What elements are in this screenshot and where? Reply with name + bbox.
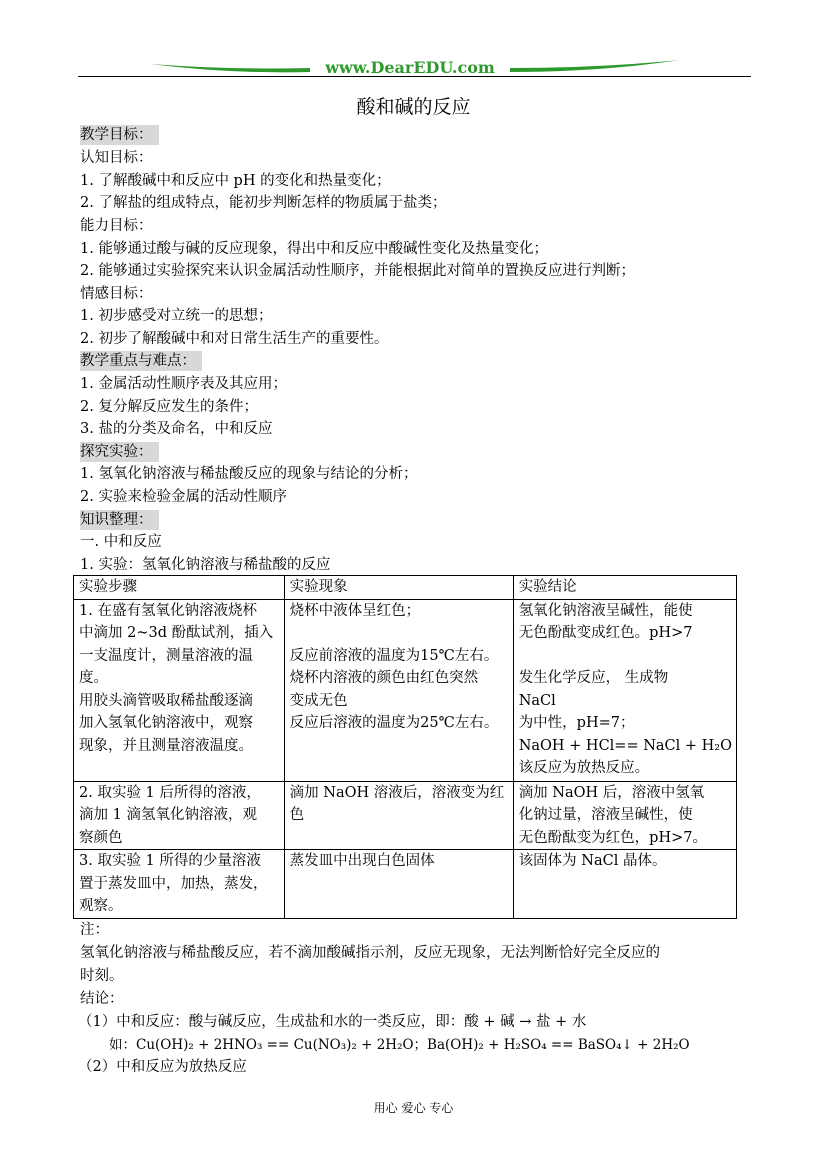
table-cell-steps [74, 850, 285, 919]
cell-line: 反应后溶液的温度为25℃左右。 [289, 715, 499, 731]
table-row [74, 850, 737, 919]
cell-line: 现象，并且测量溶液温度。 [79, 737, 253, 754]
goals-heading: 教学目标： [80, 125, 159, 145]
cell-line: 反应前溶液的温度为15℃左右。 [289, 647, 499, 664]
part-heading: 一. 中和反应 [80, 534, 162, 550]
cell-line: 色 [289, 807, 305, 823]
cell-line: 氢氧化钠溶液呈碱性，能使 [518, 602, 693, 619]
emotion-item-1: 1. 初步感受对立统一的思想； [80, 308, 273, 324]
cell-line: NaCl [518, 692, 556, 709]
explore-heading: 探究实验： [80, 442, 159, 462]
conclusion-label: 结论： [80, 991, 124, 1007]
cell-line: 2. 取实验 1 后所得的溶液， [79, 784, 261, 801]
emotion-item-2: 2. 初步了解酸碱中和对日常生活生产的重要性。 [80, 331, 389, 347]
conclusion-line-2: （2）中和反应为放热反应 [78, 1059, 247, 1075]
ability-heading: 能力目标： [80, 218, 153, 234]
table-cell-steps [74, 599, 285, 781]
cell-line: 该反应为放热反应。 [518, 760, 650, 776]
cell-line: 1. 在盛有氢氧化钠溶液烧杯 [79, 602, 257, 619]
explore-item-1: 1. 氢氧化钠溶液与稀盐酸反应的现象与结论的分析； [80, 466, 418, 482]
header-banner [150, 54, 680, 78]
key-item-3: 3. 盐的分类及命名，中和反应 [80, 421, 273, 437]
cell-line: 滴加 1 滴氢氧化钠溶液，观 [79, 807, 257, 823]
emotion-heading: 情感目标： [80, 286, 153, 302]
key-item-2: 2. 复分解反应发生的条件； [80, 399, 258, 415]
table-header-row [74, 576, 737, 600]
table-row [74, 599, 737, 781]
header-site-text: www.DearEDU.com [325, 58, 495, 77]
table-cell-steps [74, 781, 285, 850]
page-title: 酸和碱的反应 [356, 96, 471, 118]
note-label: 注： [80, 922, 109, 938]
cell-line: 无色酚酞变成红色。pH>7 [518, 625, 693, 641]
cell-line: 蒸发皿中出现白色固体 [289, 853, 435, 869]
cell-line: 一支温度计，测量溶液的温 [79, 647, 253, 664]
cell-line: 为中性，pH=7； [518, 715, 635, 731]
table-cell-conclusion [513, 599, 736, 781]
cell-line: 滴加 NaOH 溶液后，溶液变为红 [289, 784, 505, 801]
table-cell-observation [284, 781, 513, 850]
cell-line: 察颜色 [79, 829, 123, 846]
cell-line: 无色酚酞变为红色，pH>7。 [518, 829, 707, 846]
cell-line: NaOH + HCl== NaCl + H₂O [518, 737, 732, 754]
cell-line: 化钠过量，溶液呈碱性，使 [518, 807, 693, 823]
key-item-1: 1. 金属活动性顺序表及其应用； [80, 376, 287, 392]
header-rule [78, 76, 751, 77]
footer-text: 用心 爱心 专心 [373, 1101, 454, 1115]
cognitive-item-2: 2. 了解盐的组成特点，能初步判断怎样的物质属于盐类； [80, 195, 447, 211]
cognitive-heading: 认知目标： [80, 150, 153, 166]
cell-line: 滴加 NaOH 后，溶液中氢氧 [518, 784, 705, 801]
cell-line: 度。 [79, 670, 108, 686]
cell-line: 中滴加 2~3d 酚酞试剂，插入 [79, 625, 274, 641]
ability-item-2: 2. 能够通过实验探究来认识金属活动性顺序，并能根据此对简单的置换反应进行判断； [80, 263, 635, 279]
cell-line: 用胶头滴管吸取稀盐酸逐滴 [79, 692, 253, 709]
cell-line: 变成无色 [289, 692, 348, 709]
cognitive-item-1: 1. 了解酸碱中和反应中 pH 的变化和热量变化； [80, 173, 391, 189]
experiment-table [73, 575, 737, 919]
conclusion-line-1: （1）中和反应：酸与碱反应，生成盐和水的一类反应，即：酸 + 碱 → 盐 + 水 [78, 1014, 587, 1030]
cell-line: 置于蒸发皿中，加热，蒸发， [79, 875, 268, 892]
ability-item-1: 1. 能够通过酸与碱的反应现象，得出中和反应中酸碱性变化及热量变化； [80, 241, 548, 257]
cell-line: 加入氢氧化钠溶液中，观察 [79, 715, 253, 731]
table-header-observation: 实验现象 [284, 576, 513, 600]
cell-line: 烧杯内溶液的颜色由红色突然 [289, 670, 479, 686]
table-cell-observation [284, 850, 513, 919]
knowledge-heading: 知识整理： [80, 510, 159, 530]
note-line-1: 氢氧化钠溶液与稀盐酸反应，若不滴加酸碱指示剂，反应无现象，无法判断恰好完全反应的 [80, 945, 660, 961]
table-header-conclusion: 实验结论 [513, 576, 736, 600]
table-cell-observation [284, 599, 513, 781]
experiment-heading: 1. 实验：氢氧化钠溶液与稀盐酸的反应 [80, 557, 331, 573]
note-line-2: 时刻。 [80, 968, 124, 984]
table-cell-conclusion [513, 850, 736, 919]
table-header-steps: 实验步骤 [74, 576, 285, 600]
cell-line: 3. 取实验 1 所得的少量溶液 [79, 853, 261, 869]
cell-line: 该固体为 NaCl 晶体。 [518, 853, 667, 869]
key-heading: 教学重点与难点： [80, 351, 202, 371]
explore-item-2: 2. 实验来检验金属的活动性顺序 [80, 489, 287, 505]
cell-line: 发生化学反应， 生成物 [518, 670, 669, 686]
table-cell-conclusion [513, 781, 736, 850]
equation-line: 如：Cu(OH)₂ + 2HNO₃ == Cu(NO₃)₂ + 2H₂O；Ba(OH)₂ + H₂SO₄ == BaSO₄↓ + 2H₂O [109, 1037, 690, 1053]
cell-line: 观察。 [79, 898, 123, 914]
cell-line: 烧杯中液体呈红色； [289, 602, 421, 619]
table-row [74, 781, 737, 850]
